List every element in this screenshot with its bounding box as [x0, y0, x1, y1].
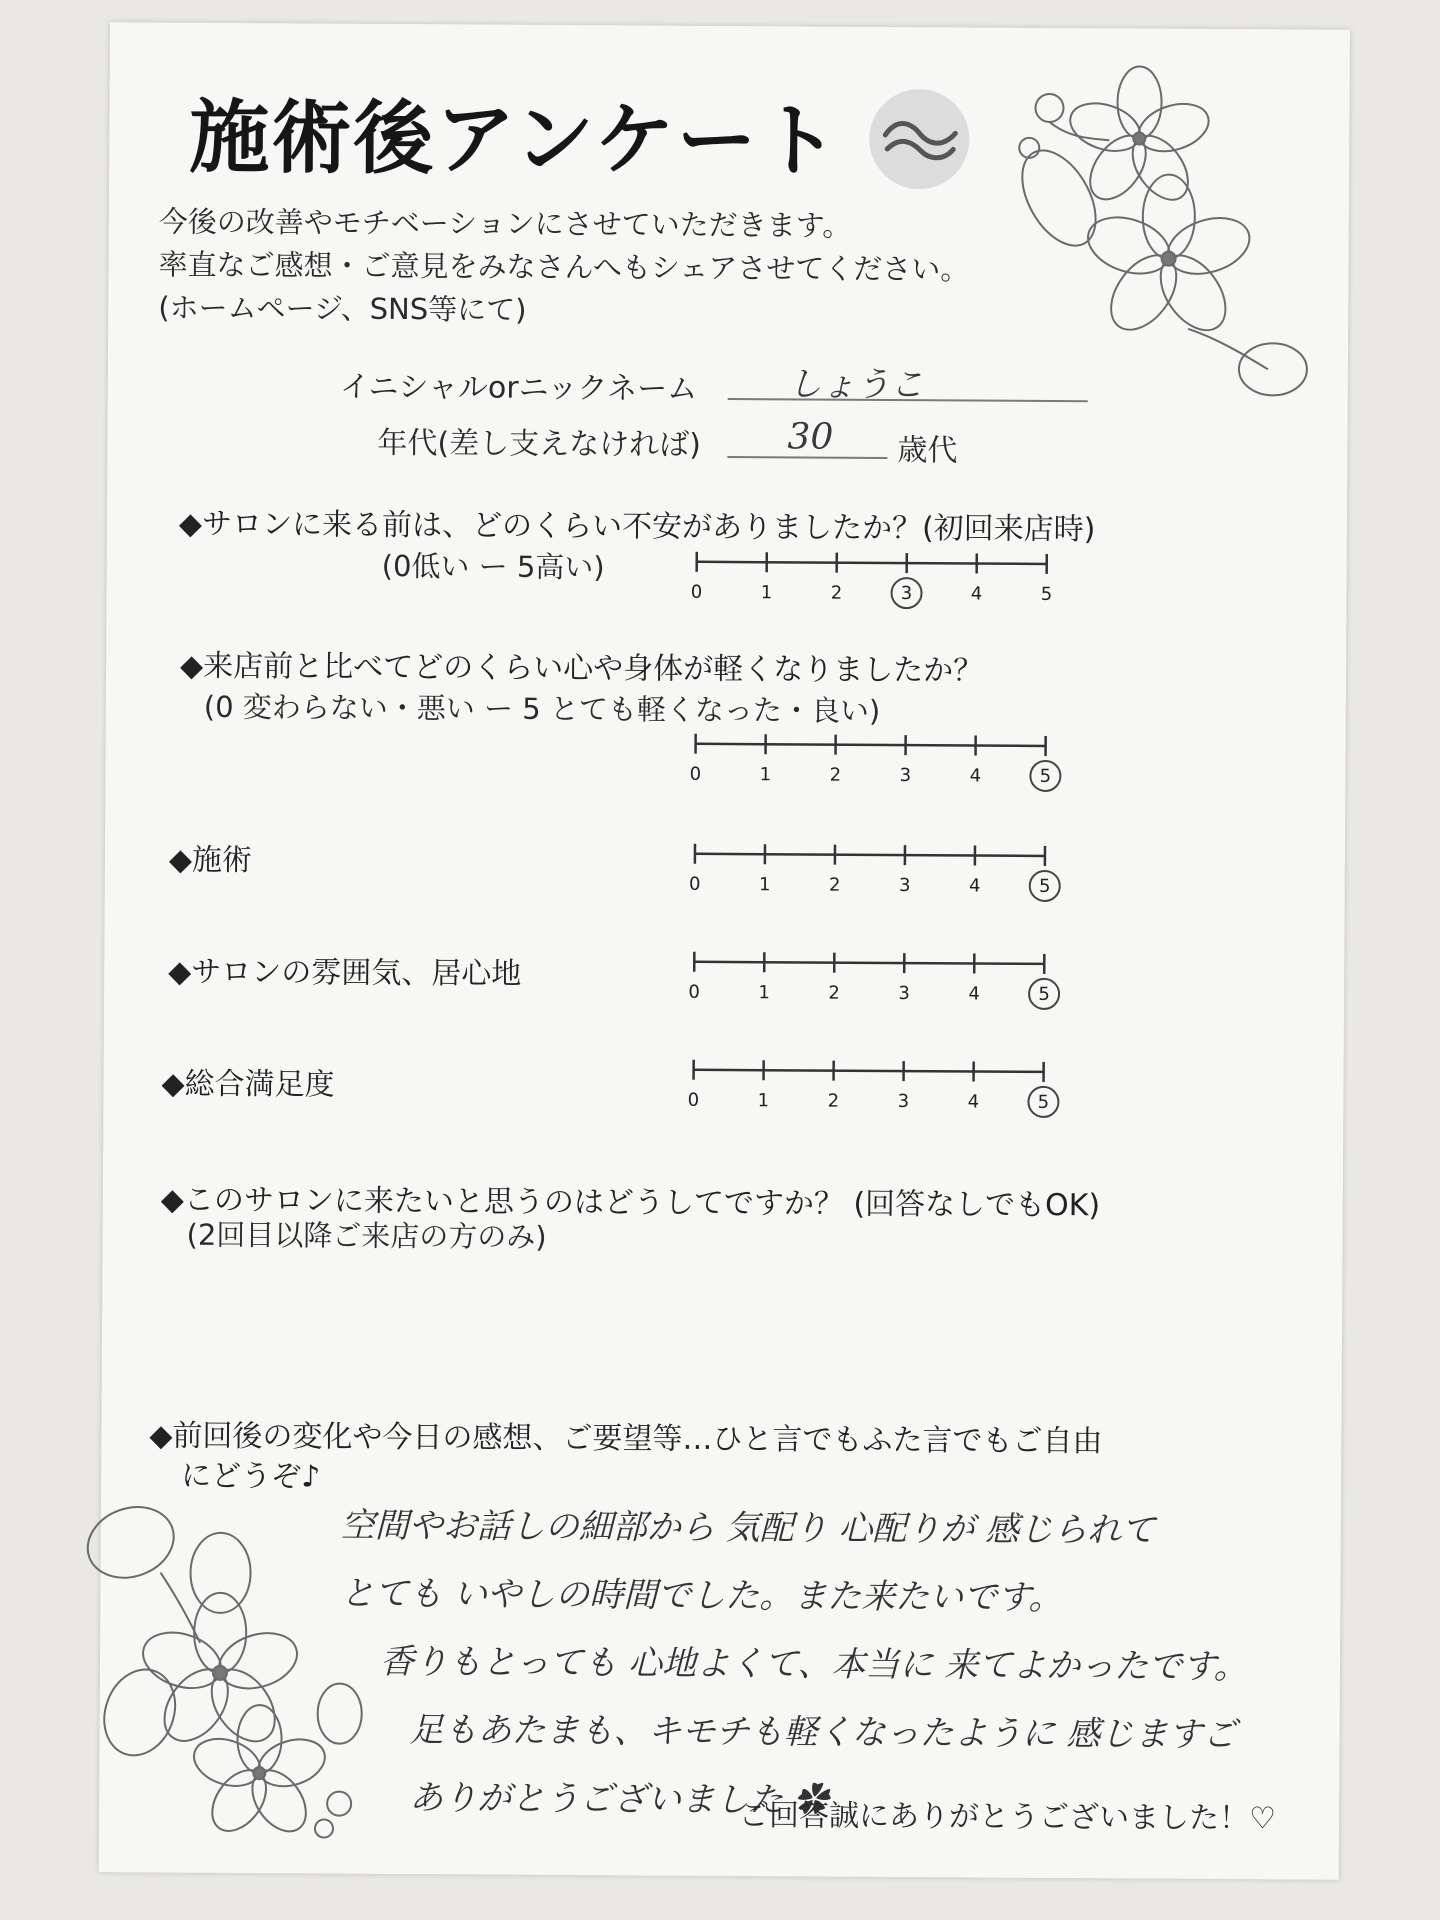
nickname-label: イニシャルorニックネーム — [339, 369, 698, 407]
scale-tick-label-4: 4 — [969, 765, 982, 787]
intro-line-2: 率直なご感想・ご意見をみなさんへもシェアさせてください。 — [158, 247, 970, 287]
rating-scale-4 — [684, 940, 1050, 1012]
scale-tick-label-2: 2 — [830, 582, 843, 604]
scale-tick-label-1: 1 — [757, 1090, 770, 1112]
question-4-label: ◆サロンの雰囲気、居心地 — [168, 954, 522, 992]
scale-tick-label-3: 3 — [898, 983, 910, 1005]
scale-tick-label-2: 2 — [828, 874, 841, 896]
age-value: 30 — [787, 416, 834, 458]
comment-line-5: ありがとうございました ✿ — [409, 1778, 829, 1821]
scale-tick-label-1: 1 — [758, 982, 770, 1004]
thanks-message: ご回答誠にありがとうございました！♡ — [738, 1798, 1277, 1837]
rating-scale-2 — [685, 722, 1052, 794]
scale-tick-label-0: 0 — [689, 763, 702, 785]
scale-tick-label-1: 1 — [759, 764, 772, 786]
comment-line-4: 足もあたまも、キモチも軽くなったように 感じますご — [409, 1710, 1237, 1756]
return-reason-sub: (2回目以降ご来店の方のみ) — [186, 1217, 547, 1254]
scale-axis-line — [696, 744, 1046, 746]
question-1-sub: (0低い ー 5高い) — [381, 548, 605, 585]
question-3-label: ◆施術 — [168, 842, 253, 879]
scale-tick-label-1: 1 — [760, 582, 773, 604]
handwritten-comment — [339, 1492, 1249, 1838]
scale-tick-label-0: 0 — [688, 873, 701, 895]
scale-tick-label-5: 5 — [1039, 765, 1052, 787]
salon-logo-icon — [867, 87, 972, 192]
intro-line-3: (ホームページ、SNS等にて) — [158, 290, 527, 327]
age-label: 年代(差し支えなければ) — [377, 425, 701, 463]
scale-tick-label-3: 3 — [897, 1091, 910, 1113]
free-comment-label: ◆前回後の変化や今日の感想、ご要望等…ひと言でもふた言でもご自由 — [149, 1418, 1103, 1460]
scale-tick-label-3: 3 — [900, 583, 913, 605]
scale-tick-label-0: 0 — [690, 581, 703, 603]
scale-axis-line — [697, 562, 1047, 564]
flower-illustration-top-icon — [988, 68, 1330, 400]
comment-line-2: とても いやしの時間でした。また来たいです。 — [340, 1573, 1063, 1619]
scale-tick-label-2: 2 — [828, 982, 840, 1004]
scale-axis-line — [695, 854, 1045, 856]
scale-tick-label-4: 4 — [968, 983, 980, 1005]
rating-scale-3 — [685, 832, 1051, 904]
scale-tick-label-0: 0 — [688, 981, 700, 1003]
rating-scale-1 — [686, 540, 1053, 612]
scale-tick-label-4: 4 — [970, 583, 983, 605]
scale-tick-label-5: 5 — [1040, 583, 1053, 605]
question-2-sub: (0 変わらない・悪い ー 5 とても軽くなった・良い) — [203, 689, 881, 728]
scale-tick-label-4: 4 — [968, 875, 981, 897]
question-1-label: ◆サロンに来る前は、どのくらい不安がありましたか？(初回来店時) — [178, 506, 1096, 548]
return-reason-label: ◆このサロンに来たいと思うのはどうしてですか？ (回答なしでもOK) — [160, 1182, 1101, 1224]
scale-tick-label-4: 4 — [967, 1091, 980, 1113]
page-title: 施術後アンケート — [189, 90, 841, 188]
scale-tick-label-5: 5 — [1038, 875, 1051, 897]
question-2-label: ◆来店前と比べてどのくらい心や身体が軽くなりましたか？ — [179, 648, 984, 689]
survey-sheet — [99, 22, 1350, 1880]
scale-tick-label-1: 1 — [758, 874, 771, 896]
comment-line-3: 香りもとっても 心地よくて、本当に 来てよかったです。 — [379, 1641, 1248, 1688]
scale-axis-line — [694, 1070, 1044, 1072]
scale-tick-label-2: 2 — [829, 764, 842, 786]
scale-tick-label-0: 0 — [687, 1089, 700, 1111]
free-comment-label-2: にどうぞ♪ — [181, 1458, 321, 1495]
comment-line-1: 空間やお話しの細部から 気配り 心配りが 感じられて — [340, 1505, 1156, 1551]
nickname-value: しょうこ — [787, 364, 924, 406]
question-5-label: ◆総合満足度 — [161, 1066, 335, 1103]
scale-tick-label-3: 3 — [899, 765, 912, 787]
age-unit: 歳代 — [897, 433, 958, 469]
flower-illustration-bottom-icon — [39, 1462, 361, 1844]
scale-tick-label-5: 5 — [1037, 1091, 1050, 1113]
scale-axis-line — [694, 962, 1044, 964]
scale-tick-label-3: 3 — [898, 875, 911, 897]
scale-tick-label-2: 2 — [827, 1090, 840, 1112]
scale-tick-label-5: 5 — [1038, 983, 1050, 1005]
rating-scale-5 — [683, 1048, 1050, 1120]
intro-line-1: 今後の改善やモチベーションにさせていただきます。 — [158, 204, 852, 243]
